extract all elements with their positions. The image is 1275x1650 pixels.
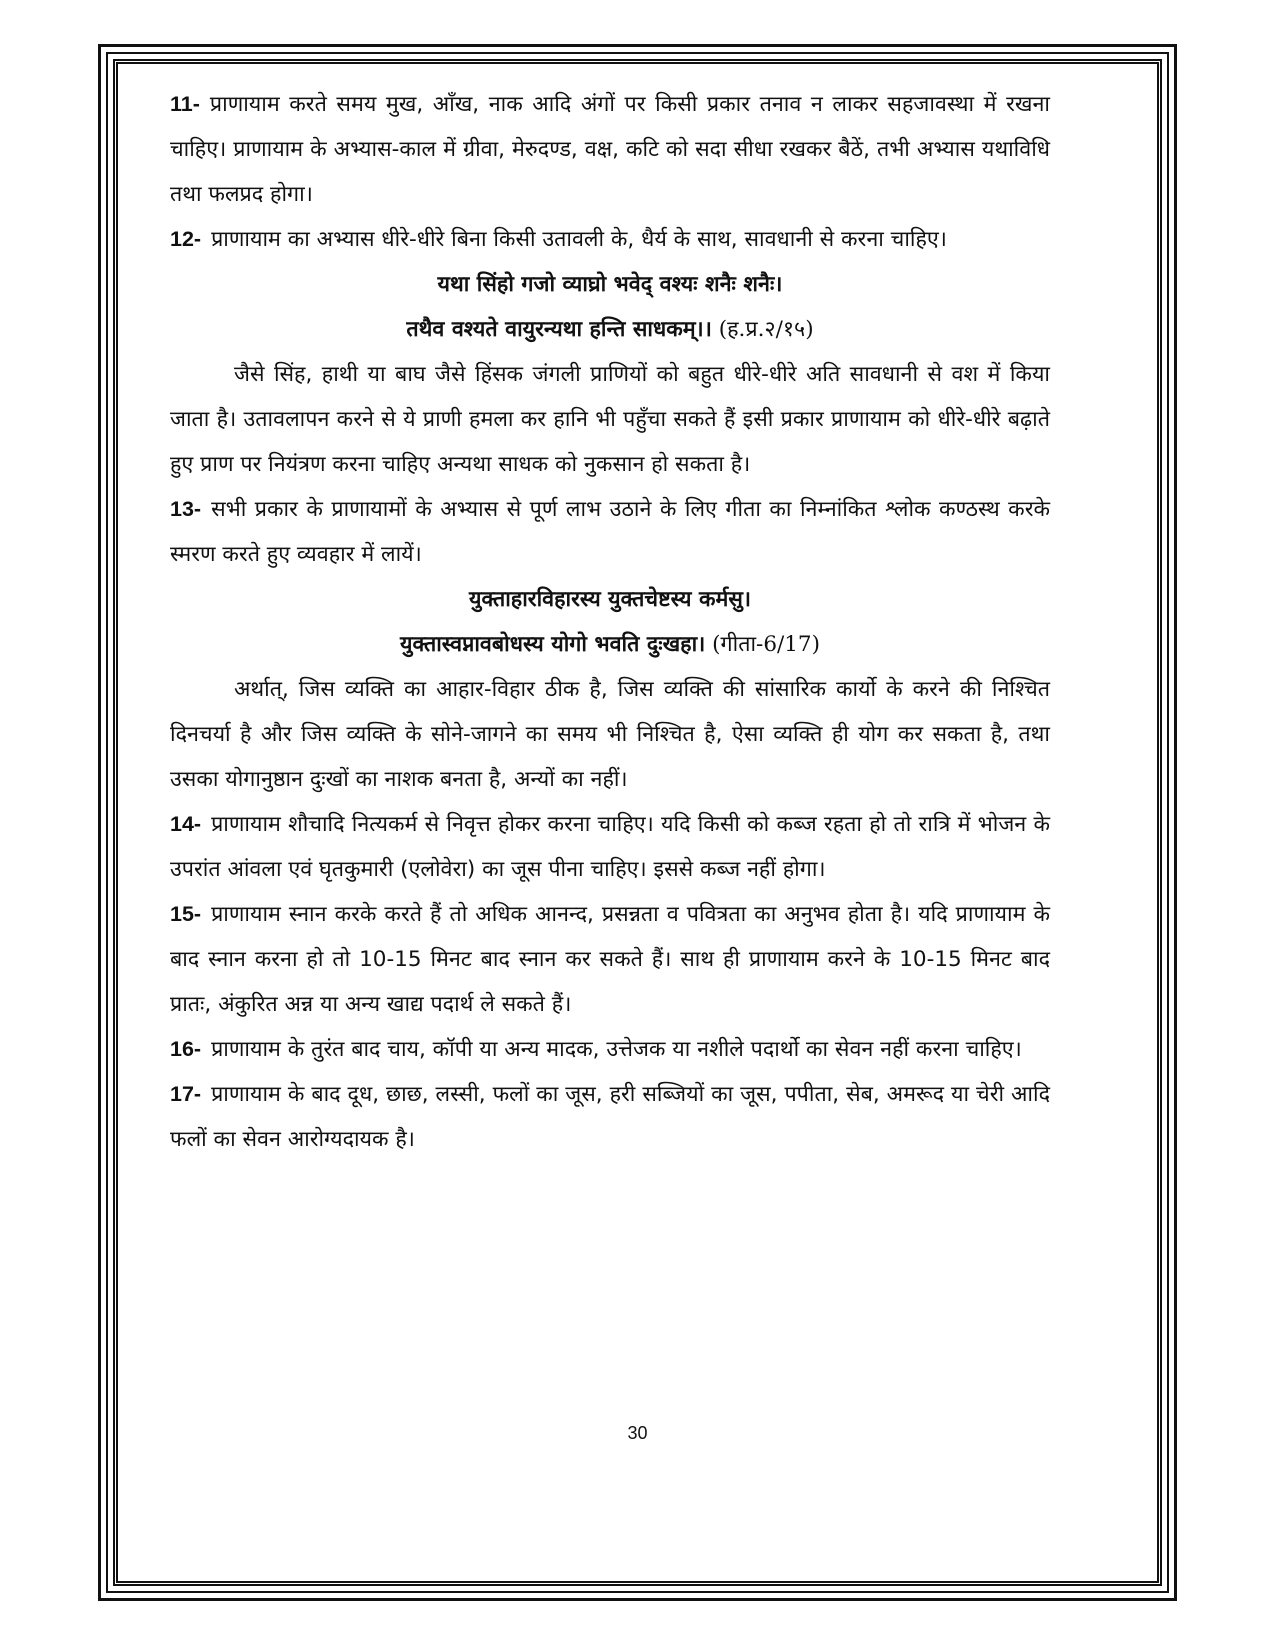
item-number: 17- — [170, 1082, 202, 1106]
verse-2-line-1: युक्ताहारविहारस्य युक्तचेष्टस्य कर्मसु। — [468, 587, 752, 612]
verse-1-line-2: तथैव वश्यते वायुरन्यथा हन्ति साधकम्।। (ह.प्र.२/१५) — [406, 317, 814, 342]
item-text: प्राणायाम स्नान करके करते हैं तो अधिक आनन्द, प्रसन्नता व पवित्रता का अनुभव होता है। यदि प्राणायाम के बाद स्नान करना हो तो 10-15 मिनट बाद स्नान कर सकते हैं। साथ ही प्राणायाम करने के 10-15 मिनट बाद प्रातः, अंकुरित अन्न या अन्य खाद्य पदार्थ ले सकते हैं। — [170, 902, 1050, 1017]
verse-reference: (ह.प्र.२/१५) — [718, 317, 814, 342]
item-text: प्राणायाम के बाद दूध, छाछ, लस्सी, फलों का जूस, हरी सब्जियों का जूस, पपीता, सेब, अमरूद या चेरी आदि फलों का सेवन आरोग्यदायक है। — [170, 1082, 1050, 1152]
item-16 — [170, 1027, 1050, 1072]
item-number: 14- — [170, 812, 202, 836]
item-13 — [170, 487, 1050, 577]
item-text: प्राणायाम के तुरंत बाद चाय, कॉपी या अन्य मादक, उत्तेजक या नशीले पदार्थो का सेवन नहीं करना चाहिए। — [211, 1037, 1022, 1062]
item-number: 11- — [170, 92, 200, 116]
item-15 — [170, 892, 1050, 1027]
verse-2-line-2: युक्तास्वप्नावबोधस्य योगो भवति दुःखहा। (गीता-6/17) — [399, 632, 820, 657]
item-12 — [170, 217, 1050, 262]
page-number: 30 — [627, 1423, 648, 1443]
item-text: प्राणायाम शौचादि नित्यकर्म से निवृत्त होकर करना चाहिए। यदि किसी को कब्ज रहता हो तो रात्रि में भोजन के उपरांत आंवला एवं घृतकुमारी (एलोवेरा) का जूस पीना चाहिए। इससे कब्ज नहीं होगा। — [170, 812, 1050, 882]
verse-reference: (गीता-6/17) — [712, 632, 820, 657]
item-number: 15- — [170, 902, 202, 926]
verse-1-line-1: यथा सिंहो गजो व्याघ्रो भवेद् वश्यः शनैः शनैः। — [437, 272, 783, 297]
item-17 — [170, 1072, 1050, 1162]
item-text: प्राणायाम का अभ्यास धीरे-धीरे बिना किसी उतावली के, धैर्य के साथ, सावधानी से करना चाहिए। — [211, 227, 947, 252]
verse-2-explanation: अर्थात्, जिस व्यक्ति का आहार-विहार ठीक है, जिस व्यक्ति की सांसारिक कार्यो के करने की निश्चित दिनचर्या है और जिस व्यक्ति के सोने-जागने का समय भी निश्चित है, ऐसा व्यक्ति ही योग कर सकता है, तथा उसका योगानुष्ठान दुःखों का नाशक बनता है, अन्यों का नहीं। — [170, 677, 1050, 792]
item-text: प्राणायाम करते समय मुख, आँख, नाक आदि अंगों पर किसी प्रकार तनाव न लाकर सहजावस्था में रखना चाहिए। प्राणायाम के अभ्यास-काल में ग्रीवा, मेरुदण्ड, वक्ष, कटि को सदा सीधा रखकर बैठें, तभी अभ्यास यथाविधि तथा फलप्रद होगा। — [170, 92, 1050, 207]
item-11 — [170, 82, 1050, 217]
item-number: 13- — [170, 497, 202, 521]
item-14 — [170, 802, 1050, 892]
item-number: 16- — [170, 1037, 202, 1061]
item-text: सभी प्रकार के प्राणायामों के अभ्यास से पूर्ण लाभ उठाने के लिए गीता का निम्नांकित श्लोक कण्ठस्थ करके स्मरण करते हुए व्यवहार में लायें। — [170, 497, 1050, 567]
verse-1-explanation: जैसे सिंह, हाथी या बाघ जैसे हिंसक जंगली प्राणियों को बहुत धीरे-धीरे अति सावधानी से वश में किया जाता है। उतावलापन करने से ये प्राणी हमला कर हानि भी पहुँचा सकते हैं इसी प्रकार प्राणायाम को धीरे-धीरे बढ़ाते हुए प्राण पर नियंत्रण करना चाहिए अन्यथा साधक को नुकसान हो सकता है। — [170, 362, 1050, 477]
page-content — [170, 82, 1050, 1162]
item-number: 12- — [170, 227, 202, 251]
